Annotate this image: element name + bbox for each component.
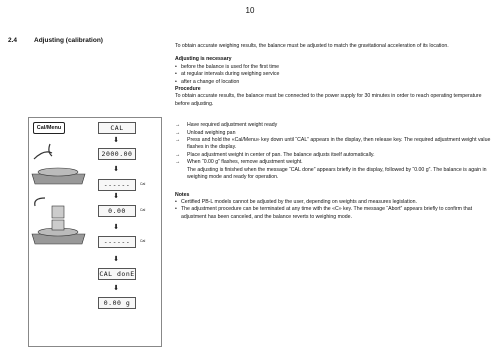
- procedure-text: To obtain accurate results, the balance must be connected to the power supply for 30 minutes in order to reach operating temperature before adjusting.: [175, 93, 482, 107]
- cal-tag: Cal: [140, 208, 146, 212]
- note-item: • Certified PB-L models cannot be adjusted by the user, depending on weights and measures legislation.: [175, 199, 491, 206]
- arrow-down-icon: ⬇: [113, 166, 119, 173]
- procedure-step: → Unload weighing pan: [175, 130, 491, 137]
- display-final: 0.00 g: [98, 297, 136, 309]
- procedure-step: → Have required adjustment weight ready: [175, 122, 491, 129]
- note-item: • The adjustment procedure can be terminated at any time with the «C» key. The message “Abort” appears briefly to confirm that adjustment has been canceled, and the balance reverts to weighing mode.: [175, 206, 491, 221]
- procedure-step: → Press and hold the «Cal/Menu» key down until “CAL” appears in the display, then release key. The required adjustment weight value flashes in the display.: [175, 137, 491, 152]
- section-title: Adjusting (calibration): [34, 37, 103, 44]
- arrow-down-icon: ⬇: [113, 137, 119, 144]
- procedure-step: → Place adjustment weight in center of pan. The balance adjusts itself automatically.: [175, 152, 491, 159]
- balance-illustration: [30, 134, 90, 334]
- notes-heading: Notes: [175, 191, 190, 198]
- intro-paragraph: To obtain accurate weighing results, the balance must be adjusted to match the gravitational acceleration of its location.: [175, 43, 449, 49]
- text-column: [175, 43, 491, 221]
- list-item: • after a change of location: [175, 79, 491, 86]
- display-dashes-2: ------: [98, 236, 136, 248]
- list-item: • before the balance is used for the first time: [175, 64, 491, 71]
- arrow-down-icon: ⬇: [113, 285, 119, 292]
- arrow-down-icon: ⬇: [113, 256, 119, 263]
- cal-tag: Cal: [140, 239, 146, 243]
- display-cal-done: CAL donE: [99, 270, 135, 278]
- display-zero: 0.00: [98, 205, 136, 217]
- section-number: 2.4: [8, 37, 18, 44]
- display-weight: 2000.00: [98, 148, 136, 160]
- page-number: 10: [245, 6, 255, 15]
- balance-2: [32, 198, 85, 244]
- display-cal: CAL: [98, 122, 136, 134]
- necessary-heading: Adjusting is necessary: [175, 56, 232, 63]
- list-item: • at regular intervals during weighing service: [175, 71, 491, 78]
- display-dashes-1: ------: [98, 179, 136, 191]
- arrow-down-icon: ⬇: [113, 193, 119, 200]
- balance-1: [32, 144, 85, 184]
- procedure-step: → When “0.00 g” flashes, remove adjustment weight.: [175, 159, 491, 166]
- cal-tag: Cal: [140, 182, 146, 186]
- procedure-finish: The adjusting is finished when the message “CAL done” appears briefly in the display, followed by “0.00 g”. The balance is again in weighing mode and ready for operation.: [187, 166, 487, 181]
- cal-menu-key: Cal/Menu: [33, 122, 65, 134]
- arrow-down-icon: ⬇: [113, 224, 119, 231]
- procedure-heading: Procedure: [175, 86, 201, 93]
